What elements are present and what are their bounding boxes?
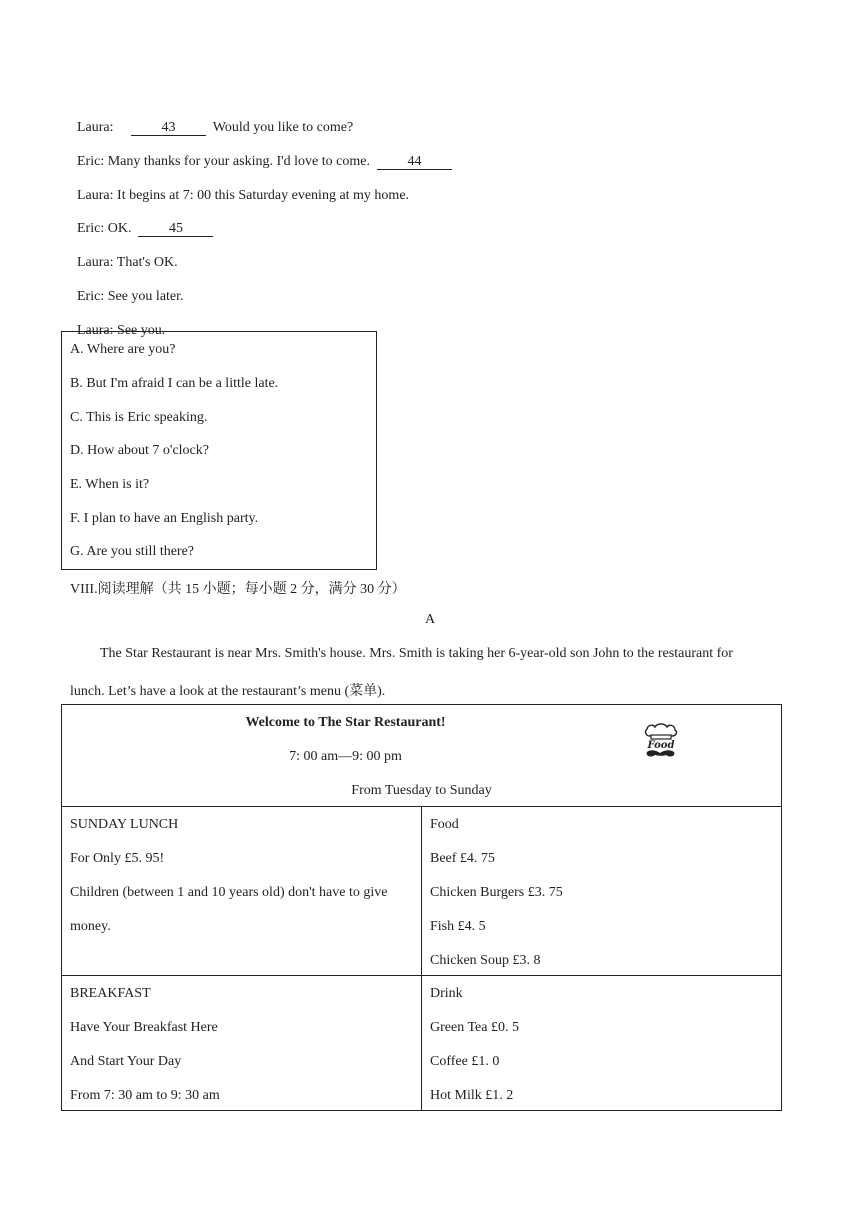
option-item: D. How about 7 o'clock? bbox=[70, 443, 209, 458]
menu-title: Welcome to The Star Restaurant! bbox=[245, 715, 446, 730]
breakfast-cell bbox=[62, 976, 422, 1111]
dialogue-text: It begins at 7: 00 this Saturday evening at my home. bbox=[117, 188, 410, 203]
part-label: A bbox=[424, 612, 436, 627]
cell-line: Food bbox=[430, 817, 459, 832]
speaker: Laura: bbox=[77, 323, 114, 338]
food-logo-icon bbox=[638, 722, 684, 760]
logo-text: Food bbox=[647, 740, 675, 751]
cell-line: Green Tea £0. 5 bbox=[430, 1020, 519, 1035]
option-item: A. Where are you? bbox=[70, 342, 176, 357]
dialogue-text: OK. bbox=[107, 221, 132, 236]
cell-line: Children (between 1 and 10 years old) don't have to give bbox=[70, 885, 388, 900]
cell-line: money. bbox=[70, 919, 111, 934]
speaker: Eric: bbox=[77, 154, 105, 169]
menu-hours: 7: 00 am—9: 00 pm bbox=[289, 749, 402, 764]
option-item: B. But I'm afraid I can be a little late. bbox=[70, 376, 279, 391]
cell-line: Beef £4. 75 bbox=[430, 851, 495, 866]
speaker: Laura: bbox=[77, 120, 114, 135]
dialogue-line bbox=[70, 205, 213, 237]
section-heading: VIII.阅读理解（共 15 小题；每小题 2 分，满分 30 分） bbox=[70, 582, 406, 597]
cell-line: Coffee £1. 0 bbox=[430, 1054, 500, 1069]
dialogue-line bbox=[70, 138, 452, 170]
answer-blank: 44 bbox=[377, 154, 452, 170]
cell-line: Chicken Soup £3. 8 bbox=[430, 953, 541, 968]
drink-cell bbox=[422, 976, 782, 1111]
answer-blank: 43 bbox=[131, 120, 206, 136]
dialogue-text: Would you like to come? bbox=[212, 120, 354, 135]
speaker: Laura: bbox=[77, 255, 114, 270]
options-box bbox=[61, 331, 377, 570]
intro-text: lunch. Let’s have a look at the restaurant’s menu (菜单). bbox=[70, 684, 386, 699]
answer-blank: 45 bbox=[138, 221, 213, 237]
food-cell bbox=[422, 807, 782, 976]
option-item: G. Are you still there? bbox=[70, 544, 195, 559]
cell-line: For Only £5. 95! bbox=[70, 851, 165, 866]
dialogue-line bbox=[70, 104, 353, 136]
dialogue-text: See you later. bbox=[107, 289, 184, 304]
menu-days: From Tuesday to Sunday bbox=[351, 783, 492, 798]
sunday-lunch-cell bbox=[62, 807, 422, 976]
speaker: Eric: bbox=[77, 289, 105, 304]
dialogue-text: See you. bbox=[117, 323, 166, 338]
cell-line: Chicken Burgers £3. 75 bbox=[430, 885, 563, 900]
dialogue-line bbox=[70, 172, 409, 204]
dialogue-line bbox=[70, 239, 178, 271]
cell-line: SUNDAY LUNCH bbox=[70, 817, 179, 832]
speaker: Laura: bbox=[77, 188, 114, 203]
intro-text: The Star Restaurant is near Mrs. Smith's house. Mrs. Smith is taking her 6-year-old son John to the restaurant for bbox=[100, 646, 733, 661]
dialogue-text: Many thanks for your asking. I'd love to come. bbox=[107, 154, 370, 169]
dialogue-text: That's OK. bbox=[116, 255, 178, 270]
dialogue-line bbox=[70, 273, 184, 305]
cell-line: From 7: 30 am to 9: 30 am bbox=[70, 1088, 220, 1103]
cell-line: BREAKFAST bbox=[70, 986, 151, 1001]
cell-line: Hot Milk £1. 2 bbox=[430, 1088, 514, 1103]
option-item: E. When is it? bbox=[70, 477, 150, 492]
cell-line: And Start Your Day bbox=[70, 1054, 182, 1069]
option-item: C. This is Eric speaking. bbox=[70, 410, 208, 425]
cell-line: Drink bbox=[430, 986, 463, 1001]
cell-line: Fish £4. 5 bbox=[430, 919, 486, 934]
cell-line: Have Your Breakfast Here bbox=[70, 1020, 218, 1035]
menu-table bbox=[61, 704, 782, 1111]
speaker: Eric: bbox=[77, 221, 105, 236]
option-item: F. I plan to have an English party. bbox=[70, 511, 259, 526]
